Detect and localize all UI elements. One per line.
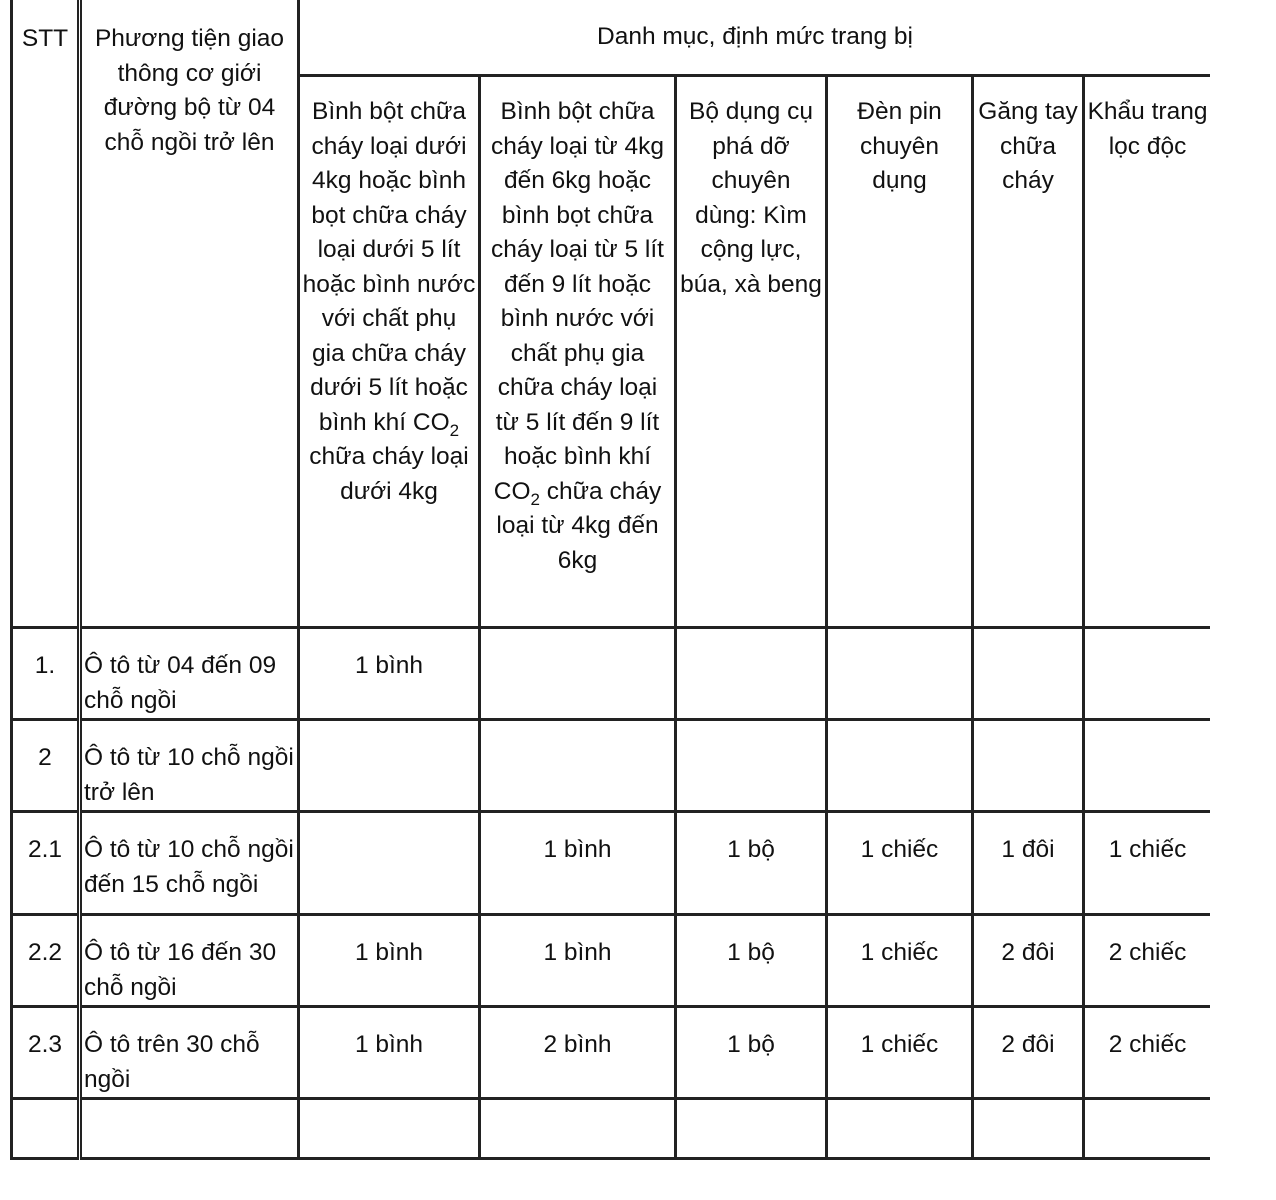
row-cell-flashlight <box>827 628 973 720</box>
header-medium-extinguisher <box>480 76 676 628</box>
row-stt: 2.1 <box>12 812 80 915</box>
header-flashlight: Đèn pin chuyên dụng <box>827 76 973 628</box>
row-cell-demolition-tools: 1 bộ <box>676 812 827 915</box>
header-gas-mask: Khẩu trang lọc độc <box>1084 76 1211 628</box>
row-vehicle: Ô tô từ 04 đến 09 chỗ ngồi <box>80 628 299 720</box>
row-cell-small-extinguisher: 1 bình <box>299 1007 480 1099</box>
table-row <box>12 915 1211 1007</box>
row-cell-flashlight: 1 chiếc <box>827 812 973 915</box>
row-cell-gas-mask: 2 chiếc <box>1084 1007 1211 1099</box>
row-cell-gas-mask <box>1084 720 1211 812</box>
row-cell-fire-gloves: 1 đôi <box>973 812 1084 915</box>
row-stt: 2.3 <box>12 1007 80 1099</box>
document-page <box>10 0 1210 1200</box>
header-small-extinguisher <box>299 76 480 628</box>
row-cell-gas-mask <box>1084 628 1211 720</box>
row-cell-gas-mask: 1 chiếc <box>1084 812 1211 915</box>
row-cell-demolition-tools: 1 bộ <box>676 1007 827 1099</box>
table-row-partial <box>12 1099 1211 1159</box>
row-vehicle: Ô tô từ 10 chỗ ngồi đến 15 chỗ ngồi <box>80 812 299 915</box>
row-cell-flashlight <box>827 720 973 812</box>
row-cell-flashlight: 1 chiếc <box>827 915 973 1007</box>
row-cell-demolition-tools <box>676 1099 827 1159</box>
row-cell-flashlight: 1 chiếc <box>827 1007 973 1099</box>
row-cell-small-extinguisher <box>299 1099 480 1159</box>
row-cell-medium-extinguisher: 1 bình <box>480 812 676 915</box>
row-cell-fire-gloves: 2 đôi <box>973 1007 1084 1099</box>
row-cell-small-extinguisher: 1 bình <box>299 628 480 720</box>
header-col2-subscript: 2 <box>530 489 540 509</box>
row-cell-medium-extinguisher: 2 bình <box>480 1007 676 1099</box>
table-row <box>12 720 1211 812</box>
header-col2-text-b: chữa cháy loại từ 4kg đến 6kg <box>496 477 662 574</box>
row-cell-medium-extinguisher <box>480 1099 676 1159</box>
header-fire-gloves: Găng tay chữa cháy <box>973 76 1084 628</box>
row-cell-demolition-tools: 1 bộ <box>676 915 827 1007</box>
row-cell-small-extinguisher: 1 bình <box>299 915 480 1007</box>
row-cell-demolition-tools <box>676 720 827 812</box>
header-col1-subscript: 2 <box>449 420 460 440</box>
row-vehicle: Ô tô từ 10 chỗ ngồi trở lên <box>80 720 299 812</box>
row-cell-small-extinguisher <box>299 812 480 915</box>
table-row <box>12 628 1211 720</box>
row-stt: 2 <box>12 720 80 812</box>
row-stt <box>12 1099 80 1159</box>
row-cell-fire-gloves <box>973 1099 1084 1159</box>
table-row <box>12 812 1211 915</box>
row-cell-gas-mask: 2 chiếc <box>1084 915 1211 1007</box>
row-cell-flashlight <box>827 1099 973 1159</box>
row-vehicle: Ô tô từ 16 đến 30 chỗ ngồi <box>80 915 299 1007</box>
row-cell-demolition-tools <box>676 628 827 720</box>
row-cell-fire-gloves <box>973 628 1084 720</box>
header-demolition-tools: Bộ dụng cụ phá dỡ chuyên dùng: Kìm cộng lực, búa, xà beng <box>676 76 827 628</box>
header-col2-text-a: Bình bột chữa cháy loại từ 4kg đến 6kg hoặc bình bọt chữa cháy loại từ 5 lít đến 9 lít hoặc bình nước với chất phụ gia chữa cháy loại từ 5 lít đến 9 lít hoặc bình khí CO <box>490 98 665 505</box>
table-row <box>12 1007 1211 1099</box>
header-col1-text-b: chữa cháy loại dưới 4kg <box>309 443 469 505</box>
header-vehicle: Phương tiện giao thông cơ giới đường bộ từ 04 chỗ ngồi trở lên <box>80 0 299 628</box>
row-cell-medium-extinguisher <box>480 720 676 812</box>
equipment-norms-table <box>10 0 1210 1160</box>
row-cell-fire-gloves: 2 đôi <box>973 915 1084 1007</box>
row-cell-medium-extinguisher: 1 bình <box>480 915 676 1007</box>
header-stt: STT <box>12 0 80 628</box>
row-stt: 2.2 <box>12 915 80 1007</box>
row-cell-small-extinguisher <box>299 720 480 812</box>
row-vehicle: Ô tô trên 30 chỗ ngồi <box>80 1007 299 1099</box>
row-stt: 1. <box>12 628 80 720</box>
header-equipment-group: Danh mục, định mức trang bị <box>299 0 1211 76</box>
row-vehicle <box>80 1099 299 1159</box>
row-cell-gas-mask <box>1084 1099 1211 1159</box>
row-cell-medium-extinguisher <box>480 628 676 720</box>
row-cell-fire-gloves <box>973 720 1084 812</box>
header-col1-text-a: Bình bột chữa cháy loại dưới 4kg hoặc bình bọt chữa cháy loại dưới 5 lít hoặc bình nước với chất phụ gia chữa cháy dưới 5 lít hoặc bình khí CO <box>302 98 476 436</box>
